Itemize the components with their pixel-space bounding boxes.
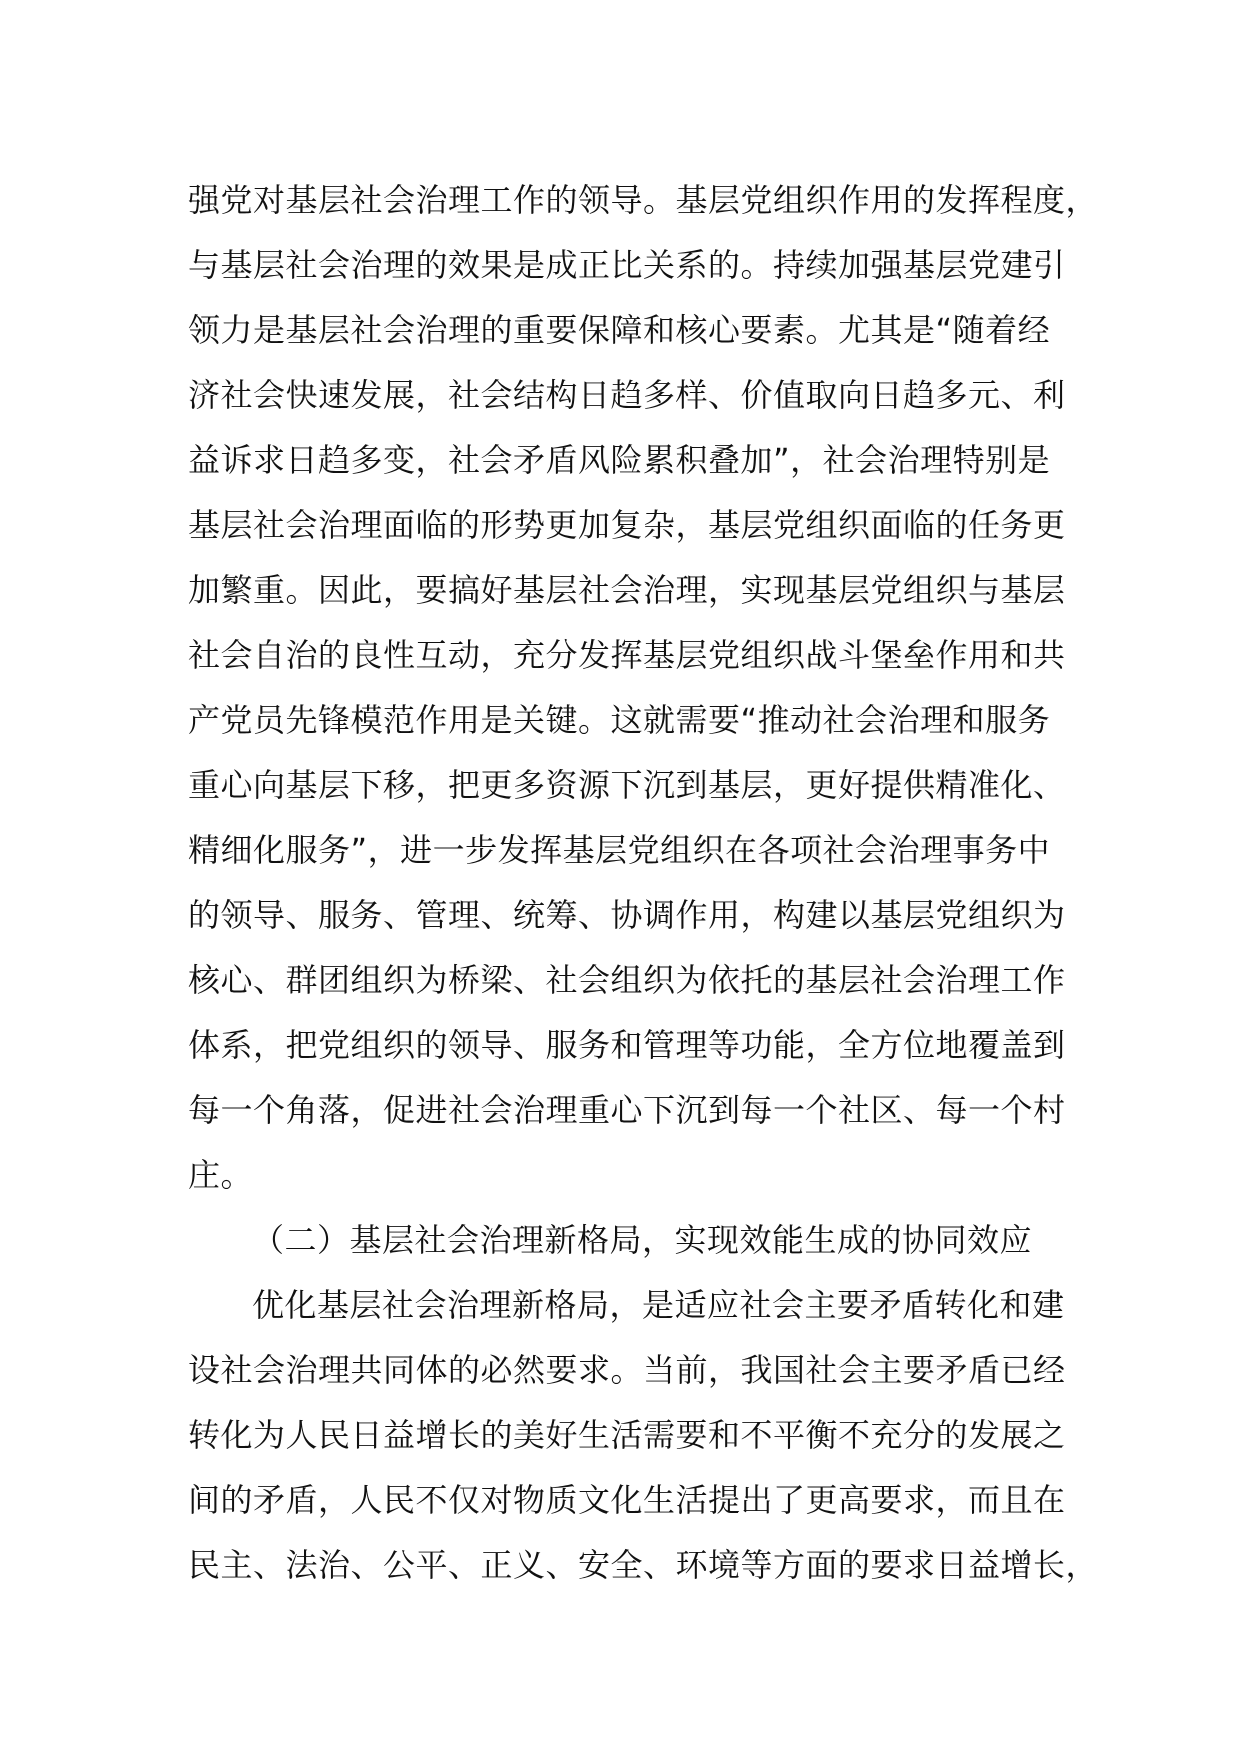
text-line: 体系，把党组织的领导、服务和管理等功能，全方位地覆盖到 <box>188 1026 1066 1064</box>
section-heading: （二）基层社会治理新格局，实现效能生成的协同效应 <box>252 1221 1033 1259</box>
text-line: 核心、群团组织为桥梁、社会组织为依托的基层社会治理工作 <box>188 961 1066 999</box>
text-line: 每一个角落，促进社会治理重心下沉到每一个社区、每一个村 <box>188 1091 1066 1129</box>
paragraph-first-line: 优化基层社会治理新格局，是适应社会主要矛盾转化和建 <box>252 1286 1065 1324</box>
text-line: 设社会治理共同体的必然要求。当前，我国社会主要矛盾已经 <box>188 1351 1066 1389</box>
text-line: 重心向基层下移，把更多资源下沉到基层，更好提供精准化、 <box>188 766 1066 804</box>
text-line: 民主、法治、公平、正义、安全、环境等方面的要求日益增长， <box>188 1546 1099 1584</box>
text-line: 转化为人民日益增长的美好生活需要和不平衡不充分的发展之 <box>188 1416 1066 1454</box>
text-line: 益诉求日趋多变，社会矛盾风险累积叠加”，社会治理特别是 <box>188 441 1051 479</box>
text-line: 加繁重。因此，要搞好基层社会治理，实现基层党组织与基层 <box>188 571 1066 609</box>
text-line: 间的矛盾，人民不仅对物质文化生活提出了更高要求，而且在 <box>188 1481 1066 1519</box>
text-line: 社会自治的良性互动，充分发挥基层党组织战斗堡垒作用和共 <box>188 636 1066 674</box>
text-line: 济社会快速发展，社会结构日趋多样、价值取向日趋多元、利 <box>188 376 1066 414</box>
text-line: 的领导、服务、管理、统筹、协调作用，构建以基层党组织为 <box>188 896 1066 934</box>
text-line: 领力是基层社会治理的重要保障和核心要素。尤其是“随着经 <box>188 311 1051 349</box>
text-line: 庄。 <box>188 1156 254 1194</box>
text-line: 精细化服务”，进一步发挥基层党组织在各项社会治理事务中 <box>188 831 1051 869</box>
text-line: 基层社会治理面临的形势更加复杂，基层党组织面临的任务更 <box>188 506 1066 544</box>
text-line: 与基层社会治理的效果是成正比关系的。持续加强基层党建引 <box>188 246 1066 284</box>
text-line: 产党员先锋模范作用是关键。这就需要“推动社会治理和服务 <box>188 701 1051 739</box>
body-text <box>188 168 1099 1598</box>
text-line: 强党对基层社会治理工作的领导。基层党组织作用的发挥程度， <box>188 181 1099 219</box>
